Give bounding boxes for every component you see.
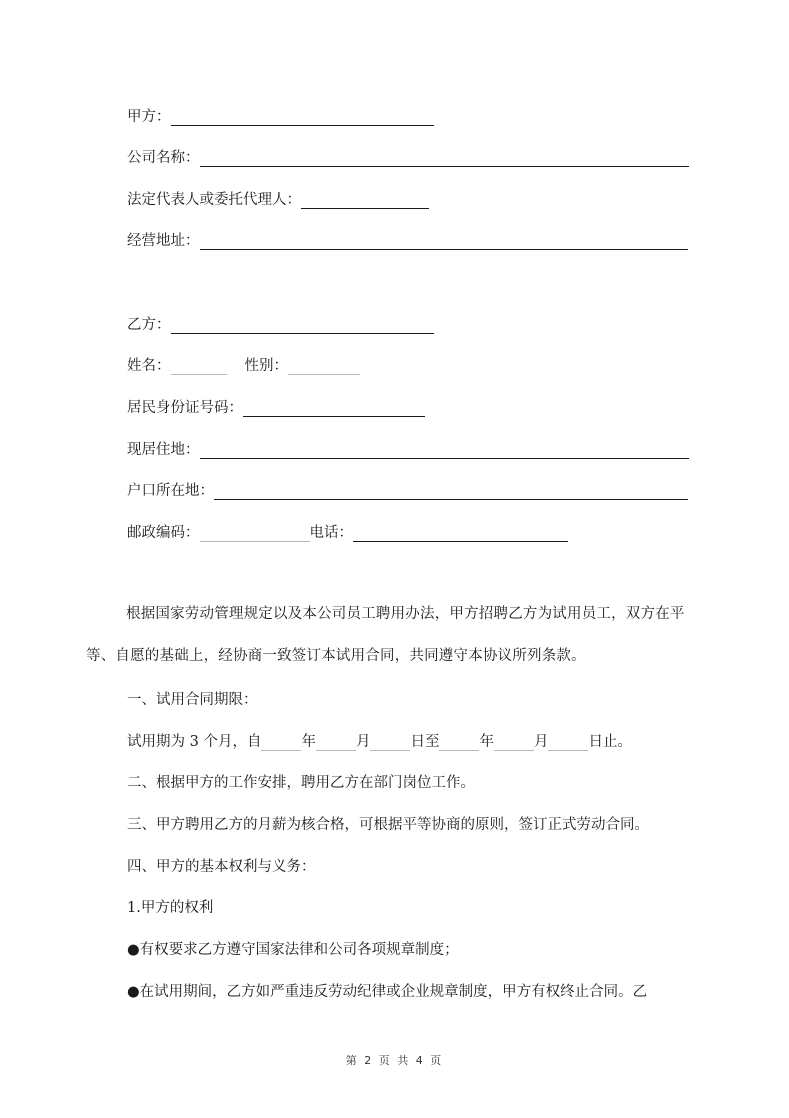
address-field[interactable]: [200, 235, 688, 250]
bullet-item: ●有权要求乙方遵守国家法律和公司各项规章制度；: [127, 942, 459, 958]
end-month-label: 月: [533, 734, 549, 750]
party-a-row: [127, 107, 434, 127]
party-a-field[interactable]: [171, 111, 434, 126]
hukou-row: [127, 481, 688, 501]
name-field[interactable]: [171, 360, 227, 375]
hukou-field[interactable]: [214, 485, 688, 500]
postcode-label: 邮政编码：: [127, 525, 200, 541]
period-prefix: 试用期为 3 个月，自: [127, 734, 262, 750]
clause1-period: [127, 732, 632, 752]
start-year-field[interactable]: [261, 736, 301, 751]
id-number-row: [127, 398, 425, 418]
clause3-text: 三、甲方聘用乙方的月薪为核合格，可根据平等协商的原则，签订正式劳动合同。: [127, 817, 649, 833]
intro-paragraph: 根据国家劳动管理规定以及本公司员工聘用办法，甲方招聘乙方为试用员工，双方在平等、自愿的基础上，经协商一致签订本试用合同，共同遵守本协议所列条款。: [86, 606, 685, 664]
id-number-label: 居民身份证号码：: [127, 400, 243, 416]
clause1-title: 一、试用合同期限：: [127, 692, 258, 708]
end-day-label: 日止。: [588, 734, 632, 750]
residence-label: 现居住地：: [127, 442, 200, 458]
end-year-label: 年: [479, 734, 494, 750]
gender-field[interactable]: [288, 360, 360, 375]
address-row: [127, 231, 688, 251]
page-number: 第 2 页 共 4 页: [345, 1054, 444, 1067]
party-b-field[interactable]: [171, 319, 434, 334]
start-day-field[interactable]: [370, 736, 410, 751]
party-b-label: 乙方：: [127, 317, 171, 333]
end-year-field[interactable]: [439, 736, 479, 751]
phone-field[interactable]: [353, 527, 568, 542]
legal-rep-label: 法定代表人或委托代理人：: [127, 192, 301, 208]
company-name-row: [127, 148, 689, 168]
clause4-title: 四、甲方的基本权利与义务：: [127, 859, 316, 875]
residence-field[interactable]: [200, 444, 689, 459]
party-a-label: 甲方：: [127, 109, 171, 125]
start-year-label: 年: [301, 734, 316, 750]
name-gender-row: [127, 356, 360, 376]
id-number-field[interactable]: [243, 402, 425, 417]
bullet-item: ●在试用期间，乙方如严重违反劳动纪律或企业规章制度，甲方有权终止合同。乙: [127, 984, 648, 1000]
phone-label: 电话：: [309, 525, 353, 541]
end-month-field[interactable]: [494, 736, 534, 751]
party-b-row: [127, 315, 434, 335]
company-name-label: 公司名称：: [127, 150, 200, 166]
postcode-phone-row: [127, 523, 568, 543]
legal-rep-row: [127, 190, 429, 210]
end-day-field[interactable]: [548, 736, 588, 751]
gender-label: 性别：: [244, 358, 288, 374]
legal-rep-field[interactable]: [301, 194, 429, 209]
start-day-label: 日至: [410, 734, 440, 750]
clause2-text: 二、根据甲方的工作安排，聘用乙方在部门岗位工作。: [127, 775, 475, 791]
start-month-label: 月: [355, 734, 371, 750]
postcode-field[interactable]: [200, 527, 310, 542]
hukou-label: 户口所在地：: [127, 483, 214, 499]
clause4-subtitle: 1.甲方的权利: [127, 900, 214, 916]
address-label: 经营地址：: [127, 233, 200, 249]
residence-row: [127, 440, 689, 460]
start-month-field[interactable]: [316, 736, 356, 751]
company-name-field[interactable]: [200, 152, 689, 167]
name-label: 姓名：: [127, 358, 171, 374]
